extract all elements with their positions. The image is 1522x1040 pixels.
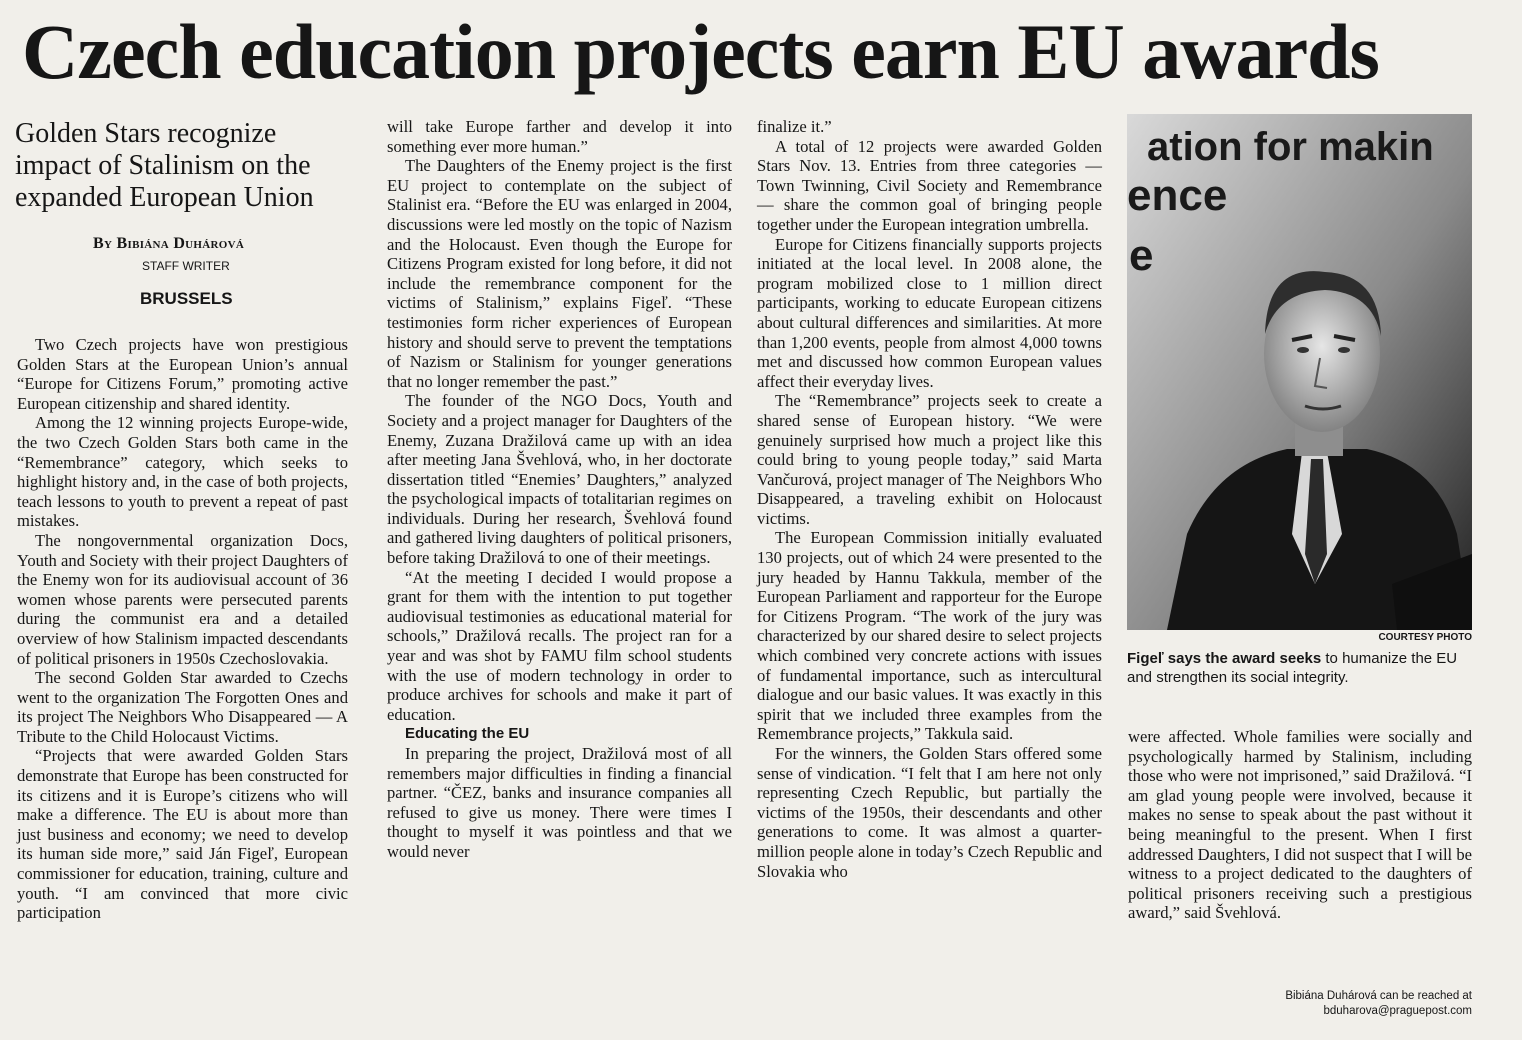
backdrop-text: ence [1127,171,1228,220]
paragraph: The Daughters of the Enemy project is the first EU project to contemplate on the subject of Stalinist era. “Before the EU was enlarged in 2004, discussions were led mostly on the topic of Nazism and the Holocaust. Even though the Europe for Citizens Program existed for long before, it did not include the remembrance component for the victims of Stalinism,” explains Figeľ. “These testimonies form richer experiences of European history and should serve to prevent the temptations of Nazism or Stalinism for younger generations that no longer remember the past.” [387,156,732,391]
paragraph: Two Czech projects have won prestigious Golden Stars at the European Union’s annual “Europe for Citizens Forum,” promoting active European citizenship and shared identity. [17,335,348,413]
paragraph: “Projects that were awarded Golden Stars demonstrate that Europe has been constructed for its citizens and it is Europe’s citizens who will make a difference. The EU is about more than just business and economy; we need to develop its human side more,” said Ján Figeľ, European commissioner for education, training, culture and youth. “I am convinced that more civic participation [17,746,348,923]
byline: By Bibiána Duhárová [93,235,245,252]
dateline: BRUSSELS [140,289,233,308]
article-column-4 [1128,727,1472,923]
backdrop-text: ation for makin [1147,125,1434,169]
paragraph: were affected. Whole families were socially and psychologically harmed by Stalinism, including those who were not imprisoned,” said Dražilová. “I am glad young people were involved, because it makes no sense to speak about the past without it being meaningful to the present. When I first addressed Daughters, I did not suspect that I will be witness to a project dedicated to the daughters of political prisoners receiving such a prestigious award,” said Švehlová. [1128,727,1472,923]
speaker-photo-illustration [1127,114,1472,630]
byline-role: STAFF WRITER [142,259,230,273]
paragraph: finalize it.” [757,117,832,136]
contact-email: bduharova@praguepost.com [1323,1005,1472,1017]
backdrop-text: e [1129,231,1154,280]
caption-text: to humanize the EU and strengthen its social integrity. [1127,650,1458,686]
article-column-2 [387,117,732,862]
paragraph: Europe for Citizens financially supports projects initiated at the local level. In 2008 alone, the program mobilized close to 1 million direct participants, working to educate European citizens about cultural differences and similarities. At more than 1,200 events, people from almost 4,000 towns met and discussed how common European values affect their everyday lives. [757,234,1102,391]
paragraph: The “Remembrance” projects seek to create a shared sense of European history. “We were genuinely surprised how much a project like this could bring to young people today,” said Marta Vančurová, project manager of The Neighbors Who Disappeared, a traveling exhibit on Holocaust victims. [757,391,1102,528]
paragraph: The second Golden Star awarded to Czechs went to the organization The Forgotten Ones and its project The Neighbors Who Disappeared — A Tribute to the Child Holocaust Victims. [17,668,348,746]
contact-line: Bibiána Duhárová can be reached at [1285,990,1472,1002]
paragraph: will take Europe farther and develop it into something ever more human.” [387,117,732,156]
paragraph: The nongovernmental organization Docs, Youth and Society with their project Daughters of the Enemy won for its audiovisual account of 36 women whose parents were persecuted parents during the communist era and a detailed overview of how Stalinism impacted descendants of political prisoners in 1950s Czechoslovakia. [17,530,348,668]
author-contact [1128,989,1472,1019]
paragraph: Among the 12 winning projects Europe-wide, the two Czech Golden Stars both came in the “Remembrance” category, which seeks to highlight history and, in the case of both projects, teach lessons to youth to prevent a repeat of past mistakes. [17,413,348,531]
section-subhead: Educating the EU [405,725,530,743]
paragraph: A total of 12 projects were awarded Golden Stars Nov. 13. Entries from three categories — Town Twinning, Civil Society and Remembrance — share the common goal of bringing people together under the European integration umbrella. [757,136,1102,234]
photo-credit: COURTESY PHOTO [1378,632,1472,643]
news-photo [1127,114,1472,630]
caption-lead: Figeľ says the award seeks [1127,650,1322,667]
paragraph: In preparing the project, Dražilová most of all remembers major difficulties in finding a financial partner. “ČEZ, banks and insurance companies all refused to give us money. There were times I thought to myself it was pointless and that we would never [387,744,732,861]
paragraph: For the winners, the Golden Stars offered some sense of vindication. “I felt that I am here not only representing Czech Republic, but partially the victims of the 1950s, their descendants and other generations to come. It was almost a quarter-million people alone in today’s Czech Republic and Slovakia who [757,744,1102,881]
photo-caption [1127,649,1472,687]
paragraph: The founder of the NGO Docs, Youth and Society and a project manager for Daughters of the Enemy, Zuzana Dražilová came up with an idea after meeting Jana Švehlová, who, in her doctorate dissertation titled “Enemies’ Daughters,” analyzed the psychological impacts of totalitarian regimes on individuals. During her research, Švehlová found and gathered living daughters of political prisoners, before taking Dražilová to one of their meetings. [387,391,732,568]
deck-subheadline: Golden Stars recognize impact of Stalinism on the expanded European Union [15,118,314,213]
paragraph: “At the meeting I decided I would propose a grant for them with the intention to put together audiovisual testimonies as educational material for schools,” Dražilová recalls. The project ran for a year and was shot by FAMU film school students with the use of modern technology in order to produce archives for schools and make it part of education. [387,567,732,724]
paragraph: The European Commission initially evaluated 130 projects, out of which 24 were presented to the jury headed by Hannu Takkula, member of the European Parliament and rapporteur for the Europe for Citizens Program. “The work of the jury was characterized by our shared desire to select projects which combined very concrete actions with issues of fundamental importance, such as intercultural dialogue and our basic values. It was exactly in this spirit that we included three examples from the Remembrance projects,” Takkula said. [757,528,1102,744]
article-column-1 [17,335,348,923]
headline: Czech education projects earn EU awards [22,8,1379,95]
article-column-3 [757,117,1102,881]
